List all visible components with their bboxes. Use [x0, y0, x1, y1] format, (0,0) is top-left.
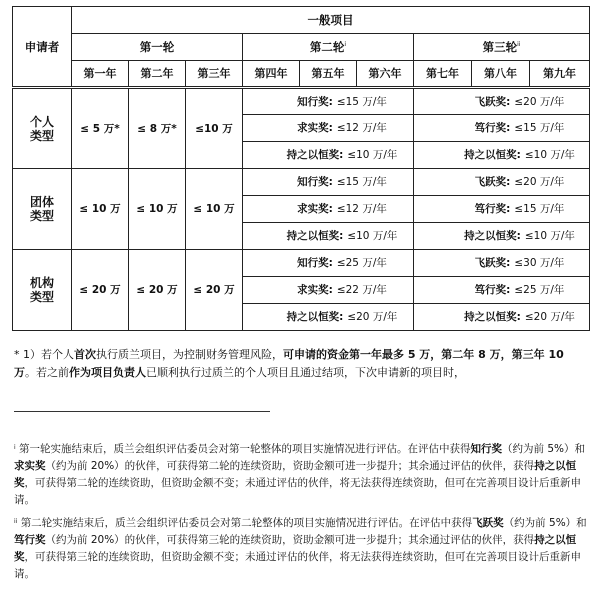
category-individual [13, 88, 72, 169]
award-label: 求实奖: [297, 284, 333, 296]
award-value: ≤20 万/年 [514, 176, 565, 188]
award-label: 持之以恒奖: [286, 149, 344, 161]
award-cell [243, 142, 414, 169]
footnote-mark: ii [14, 518, 18, 525]
year-header-6: 第六年 [357, 61, 414, 88]
footnote-round3 [14, 515, 588, 583]
award-value: ≤22 万/年 [336, 284, 387, 296]
award-value: ≤20 万/年 [524, 311, 575, 323]
award-value: ≤10 万/年 [347, 230, 398, 242]
award-label: 知行奖: [297, 95, 333, 108]
award-cell [414, 223, 590, 250]
award-cell [243, 250, 414, 277]
award-cell [243, 304, 414, 331]
amount-cell: ≤ 20 万 [186, 250, 243, 331]
round2-footnote-mark: i [344, 41, 347, 48]
award-label: 持之以恒奖: [464, 311, 521, 323]
round1-header [72, 34, 243, 61]
note-text: 已顺利执行过质兰的个人项目且通过结项，下次申请新的项目时， [146, 366, 465, 379]
amount-cell: ≤ 10 万 [129, 169, 186, 250]
award-value: ≤10 万/年 [524, 149, 575, 161]
award-cell [414, 115, 590, 142]
award-label: 飞跃奖: [474, 95, 511, 108]
award-label: 持之以恒奖: [286, 311, 344, 323]
award-value: ≤12 万/年 [336, 122, 387, 134]
category-group [13, 169, 72, 250]
note-first-time-applicant [14, 346, 586, 382]
award-label: 求实奖: [297, 203, 333, 215]
award-cell [414, 88, 590, 115]
award-label: 持之以恒奖: [286, 230, 344, 242]
award-cell [243, 196, 414, 223]
award-cell [243, 223, 414, 250]
note-text: 。若之前 [25, 366, 69, 379]
amount-cell: ≤ 8 万* [129, 88, 186, 169]
note-bold-text: 首次 [74, 348, 96, 361]
footnote-text: （约为前 5%）和 [502, 443, 586, 455]
award-value: ≤10 万/年 [347, 149, 398, 161]
award-cell [243, 115, 414, 142]
year-header-4: 第四年 [243, 61, 300, 88]
footnote-bold-text: 知行奖 [470, 443, 503, 455]
category-name-line2: 类型 [29, 209, 54, 223]
footnote-bold-text: 飞跃奖 [472, 517, 504, 529]
note-bold-text: 作为项目负责人 [69, 366, 146, 379]
footnote-text: （约为前 5%）和 [503, 517, 587, 529]
footnote-text: ，可获得第三轮的连续资助，但资助金额不变；未通过评估的伙伴，将无法获得连续资助，但可在完善项目设计后重新申请。 [14, 551, 581, 580]
category-name-line1: 个人 [29, 114, 54, 129]
footnote-mark: i [14, 444, 16, 451]
footnote-bold-text: 笃行奖 [14, 534, 46, 546]
amount-cell: ≤ 10 万 [186, 169, 243, 250]
award-value: ≤10 万/年 [524, 230, 575, 242]
award-label: 知行奖: [297, 176, 333, 188]
award-value: ≤20 万/年 [514, 95, 565, 108]
award-cell [414, 142, 590, 169]
footnote-round2 [14, 441, 588, 509]
award-cell [414, 169, 590, 196]
category-name-line2: 类型 [29, 290, 54, 304]
year-header-1: 第一年 [72, 61, 129, 88]
amount-cell: ≤10 万 [186, 88, 243, 169]
award-value: ≤12 万/年 [336, 203, 387, 215]
footnote-text: 第一轮实施结束后，质兰会组织评估委员会对第一轮整体的项目实施情况进行评估。在评估中获得 [19, 443, 471, 455]
award-cell [243, 169, 414, 196]
category-name-line1: 机构 [29, 276, 54, 290]
award-value: ≤25 万/年 [514, 284, 565, 296]
award-label: 持之以恒奖: [464, 230, 521, 242]
year-header-9: 第九年 [530, 61, 590, 88]
award-value: ≤15 万/年 [514, 203, 565, 215]
applicant-header: 申请者 [13, 7, 72, 88]
round2-header [243, 34, 414, 61]
footnote-text: （约为前 20%）的伙伴，可获得第三轮的连续资助，资助金额可进一步提升；其余通过评估的伙伴，获得 [45, 534, 535, 546]
award-cell [414, 277, 590, 304]
award-cell [243, 277, 414, 304]
award-value: ≤15 万/年 [514, 122, 565, 134]
round3-footnote-mark: ii [517, 41, 521, 48]
year-header-7: 第七年 [414, 61, 472, 88]
award-cell [243, 88, 414, 115]
award-label: 笃行奖: [474, 203, 511, 215]
award-label: 飞跃奖: [474, 176, 511, 188]
amount-cell: ≤ 5 万* [72, 88, 129, 169]
round2-label: 第二轮 [309, 40, 345, 54]
footnote-text: 第二轮实施结束后，质兰会组织评估委员会对第二轮整体的项目实施情况进行评估。在评估中获得 [20, 517, 473, 529]
category-name-line1: 团体 [29, 195, 54, 209]
round3-header [414, 34, 590, 61]
award-value: ≤30 万/年 [514, 257, 565, 269]
footnote-bold-text: 求实奖 [14, 460, 46, 472]
footnote-text: ，可获得第二轮的连续资助，但资助金额不变；未通过评估的伙伴，将无法获得连续资助，但可在完善项目设计后重新申请。 [14, 477, 581, 506]
footnote-divider [14, 411, 270, 412]
general-project-header: 一般项目 [72, 7, 590, 34]
award-label: 笃行奖: [474, 284, 511, 296]
award-label: 持之以恒奖: [464, 149, 521, 161]
funding-table [12, 6, 590, 331]
note-bold-text: 可申请的资金第一年最多 5 万，第二年 8 万，第三年 10 万 [14, 348, 564, 379]
amount-cell: ≤ 20 万 [129, 250, 186, 331]
year-header-2: 第二年 [129, 61, 186, 88]
note-text: 执行质兰项目，为控制财务管理风险， [96, 348, 283, 361]
amount-cell: ≤ 20 万 [72, 250, 129, 331]
award-label: 笃行奖: [474, 122, 511, 134]
footnote-bold-text: 持之以恒奖 [14, 534, 577, 563]
year-header-3: 第三年 [186, 61, 243, 88]
category-institution [13, 250, 72, 331]
category-name-line2: 类型 [29, 128, 54, 143]
award-value: ≤25 万/年 [336, 257, 387, 269]
year-header-8: 第八年 [472, 61, 530, 88]
footnote-text: （约为前 20%）的伙伴，可获得第二轮的连续资助，资助金额可进一步提升；其余通过评估的伙伴，获得 [45, 460, 535, 472]
footnote-bold-text: 持之以恒奖 [14, 460, 577, 489]
award-label: 求实奖: [297, 122, 333, 134]
amount-cell: ≤ 10 万 [72, 169, 129, 250]
round1-label: 第一轮 [139, 40, 175, 54]
award-label: 飞跃奖: [474, 257, 511, 269]
award-label: 知行奖: [297, 257, 333, 269]
round3-label: 第三轮 [482, 40, 518, 54]
year-header-5: 第五年 [300, 61, 357, 88]
note-text: * 1）若个人 [14, 348, 74, 361]
award-value: ≤15 万/年 [336, 95, 387, 108]
award-value: ≤15 万/年 [336, 176, 387, 188]
award-value: ≤20 万/年 [347, 311, 398, 323]
award-cell [414, 250, 590, 277]
award-cell [414, 304, 590, 331]
award-cell [414, 196, 590, 223]
